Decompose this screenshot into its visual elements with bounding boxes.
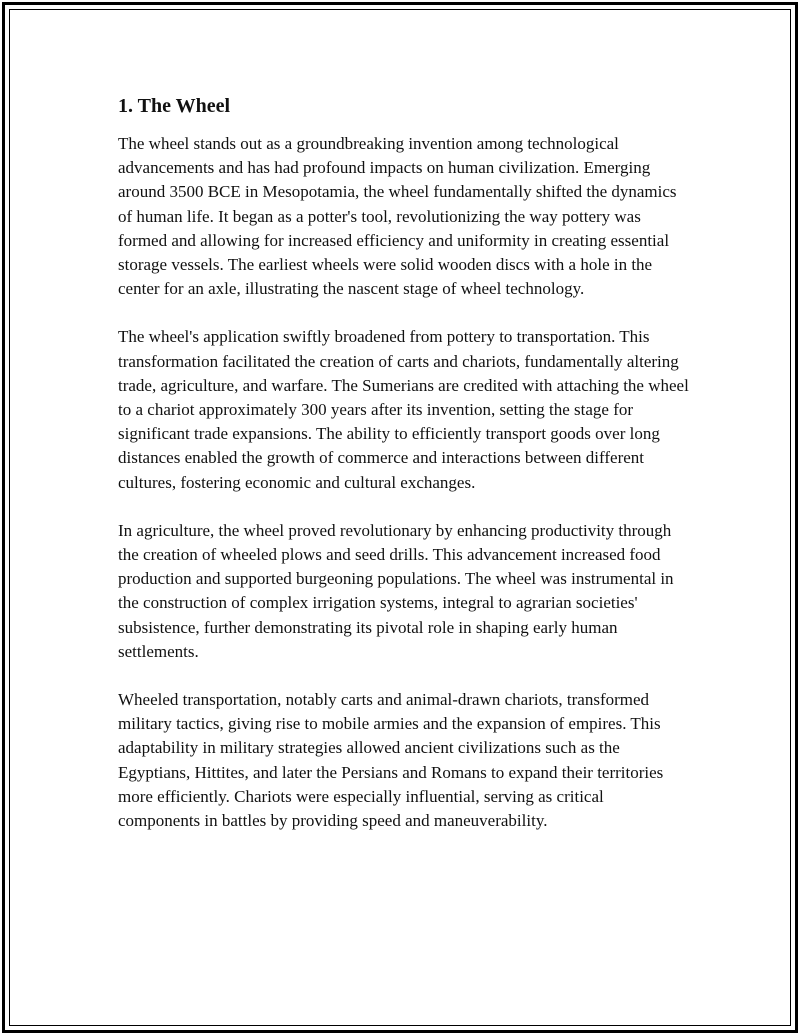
paragraph-transportation: The wheel's application swiftly broadened from pottery to transportation. This transformation facilitated the creation of carts and chariots, fundamentally altering trade, agriculture, and warfare. The Sumerians are credited with attaching the wheel to a chariot approximately 300 years after its invention, setting the stage for significant trade expansions. The ability to efficiently transport goods over long distances enabled the growth of commerce and interactions between different cultures, fostering economic and cultural exchanges.: [118, 327, 689, 492]
document-body: [118, 92, 690, 857]
paragraph-agriculture: In agriculture, the wheel proved revolutionary by enhancing productivity through the creation of wheeled plows and seed drills. This advancement increased food production and supported burgeoning populations. The wheel was instrumental in the construction of complex irrigation systems, integral to agrarian societies' subsistence, further demonstrating its pivotal role in shaping early human settlements.: [118, 520, 674, 661]
paragraph-origins: The wheel stands out as a groundbreaking invention among technological advancements and has had profound impacts on human civilization. Emerging around 3500 BCE in Mesopotamia, the wheel fundamentally shifted the dynamics of human life. It began as a potter's tool, revolutionizing the way pottery was formed and allowing for increased efficiency and uniformity in creating essential storage vessels. The earliest wheels were solid wooden discs with a hole in the center for an axle, illustrating the nascent stage of wheel technology.: [118, 134, 677, 299]
paragraph-military: Wheeled transportation, notably carts and animal-drawn chariots, transformed military tactics, giving rise to mobile armies and the expansion of empires. This adaptability in military strategies allowed ancient civilizations such as the Egyptians, Hittites, and later the Persians and Romans to expand their territories more efficiently. Chariots were especially influential, serving as critical components in battles by providing speed and maneuverability.: [118, 690, 664, 831]
section-heading: 1. The Wheel: [118, 95, 231, 117]
